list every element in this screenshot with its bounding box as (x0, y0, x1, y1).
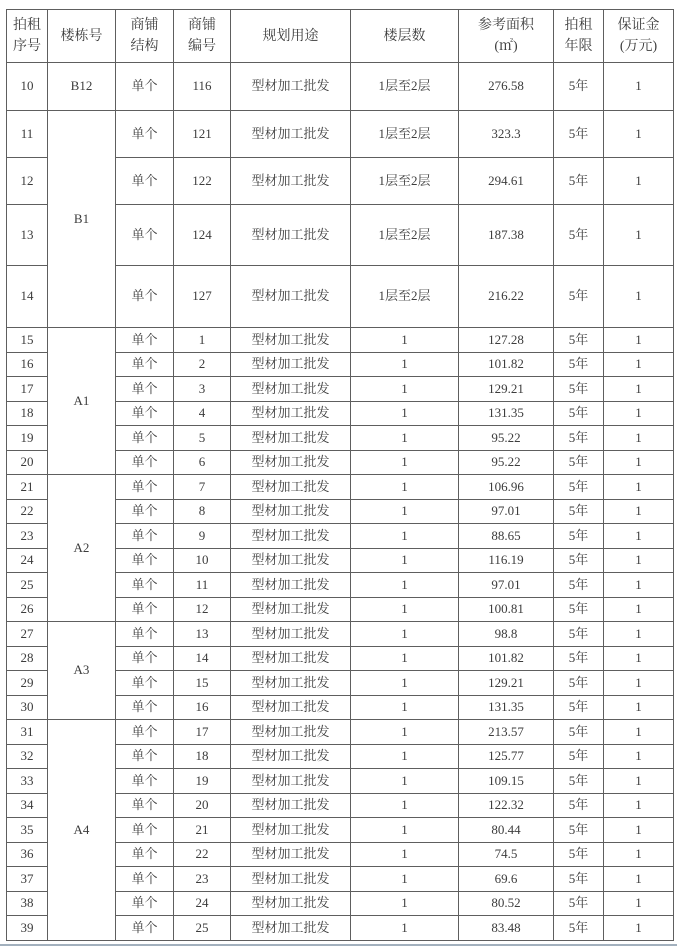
cell-use: 型材加工批发 (231, 695, 351, 720)
cell-term: 5年 (554, 548, 604, 573)
cell-building: A3 (48, 622, 116, 720)
cell-term: 5年 (554, 352, 604, 377)
cell-shop-no: 19 (174, 769, 231, 794)
cell-structure: 单个 (116, 891, 174, 916)
cell-structure: 单个 (116, 328, 174, 353)
cell-floors: 1 (351, 573, 459, 598)
cell-deposit: 1 (604, 793, 674, 818)
cell-structure: 单个 (116, 720, 174, 745)
col-header-seq-line: 拍租 (13, 18, 41, 33)
cell-structure: 单个 (116, 622, 174, 647)
cell-term: 5年 (554, 475, 604, 500)
table-header-row (7, 10, 674, 63)
table-body (7, 63, 674, 941)
cell-area: 216.22 (459, 266, 554, 328)
cell-term: 5年 (554, 63, 604, 111)
cell-use: 型材加工批发 (231, 266, 351, 328)
cell-shop-no: 7 (174, 475, 231, 500)
cell-structure: 单个 (116, 744, 174, 769)
cell-shop-no: 124 (174, 205, 231, 266)
cell-floors: 1 (351, 475, 459, 500)
cell-floors: 1 (351, 622, 459, 647)
cell-shop-no: 17 (174, 720, 231, 745)
cell-floors: 1 (351, 842, 459, 867)
cell-shop-no: 10 (174, 548, 231, 573)
cell-term: 5年 (554, 158, 604, 205)
cell-floors: 1层至2层 (351, 266, 459, 328)
cell-structure: 单个 (116, 842, 174, 867)
cell-structure: 单个 (116, 793, 174, 818)
cell-area: 88.65 (459, 524, 554, 549)
cell-deposit: 1 (604, 499, 674, 524)
cell-building: B12 (48, 63, 116, 111)
cell-structure: 单个 (116, 646, 174, 671)
cell-area: 127.28 (459, 328, 554, 353)
col-header-seq (7, 10, 48, 63)
cell-seq: 20 (7, 450, 48, 475)
cell-floors: 1层至2层 (351, 63, 459, 111)
cell-term: 5年 (554, 205, 604, 266)
cell-deposit: 1 (604, 769, 674, 794)
cell-shop-no: 2 (174, 352, 231, 377)
cell-structure: 单个 (116, 867, 174, 892)
cell-deposit: 1 (604, 891, 674, 916)
cell-seq: 15 (7, 328, 48, 353)
cell-deposit: 1 (604, 744, 674, 769)
cell-floors: 1 (351, 401, 459, 426)
cell-area: 97.01 (459, 573, 554, 598)
cell-deposit: 1 (604, 548, 674, 573)
cell-term: 5年 (554, 646, 604, 671)
col-header-seq-line: 序号 (13, 39, 41, 54)
cell-area: 80.44 (459, 818, 554, 843)
cell-building: A2 (48, 475, 116, 622)
cell-floors: 1 (351, 818, 459, 843)
cell-deposit: 1 (604, 573, 674, 598)
cell-building: A4 (48, 720, 116, 941)
cell-floors: 1 (351, 524, 459, 549)
cell-seq: 32 (7, 744, 48, 769)
cell-deposit: 1 (604, 646, 674, 671)
cell-use: 型材加工批发 (231, 377, 351, 402)
col-header-deposit-line: (万元) (619, 39, 658, 54)
cell-floors: 1 (351, 499, 459, 524)
cell-shop-no: 13 (174, 622, 231, 647)
cell-seq: 12 (7, 158, 48, 205)
col-header-shop-no-line: 商铺 (188, 18, 216, 33)
cell-area: 131.35 (459, 401, 554, 426)
cell-use: 型材加工批发 (231, 328, 351, 353)
cell-area: 69.6 (459, 867, 554, 892)
cell-term: 5年 (554, 499, 604, 524)
col-header-use (231, 10, 351, 63)
cell-seq: 33 (7, 769, 48, 794)
cell-area: 74.5 (459, 842, 554, 867)
cell-seq: 14 (7, 266, 48, 328)
page-bottom-edge (0, 944, 677, 946)
cell-building: A1 (48, 328, 116, 475)
cell-use: 型材加工批发 (231, 426, 351, 451)
cell-shop-no: 16 (174, 695, 231, 720)
cell-shop-no: 24 (174, 891, 231, 916)
cell-area: 294.61 (459, 158, 554, 205)
cell-shop-no: 25 (174, 916, 231, 941)
cell-structure: 单个 (116, 499, 174, 524)
cell-seq: 38 (7, 891, 48, 916)
col-header-shop-no (174, 10, 231, 63)
cell-seq: 16 (7, 352, 48, 377)
cell-area: 98.8 (459, 622, 554, 647)
cell-deposit: 1 (604, 524, 674, 549)
cell-term: 5年 (554, 744, 604, 769)
cell-term: 5年 (554, 573, 604, 598)
col-header-structure-line: 商铺 (130, 18, 159, 33)
cell-seq: 17 (7, 377, 48, 402)
cell-use: 型材加工批发 (231, 842, 351, 867)
cell-term: 5年 (554, 671, 604, 696)
cell-deposit: 1 (604, 111, 674, 158)
col-header-building (48, 10, 116, 63)
cell-structure: 单个 (116, 377, 174, 402)
cell-area: 129.21 (459, 377, 554, 402)
cell-seq: 18 (7, 401, 48, 426)
cell-shop-no: 18 (174, 744, 231, 769)
cell-structure: 单个 (116, 401, 174, 426)
cell-area: 101.82 (459, 646, 554, 671)
cell-deposit: 1 (604, 695, 674, 720)
cell-structure: 单个 (116, 426, 174, 451)
cell-floors: 1 (351, 744, 459, 769)
cell-floors: 1 (351, 916, 459, 941)
cell-use: 型材加工批发 (231, 867, 351, 892)
cell-deposit: 1 (604, 377, 674, 402)
cell-use: 型材加工批发 (231, 891, 351, 916)
cell-term: 5年 (554, 891, 604, 916)
cell-structure: 单个 (116, 695, 174, 720)
cell-structure: 单个 (116, 158, 174, 205)
cell-deposit: 1 (604, 63, 674, 111)
cell-structure: 单个 (116, 548, 174, 573)
cell-use: 型材加工批发 (231, 818, 351, 843)
cell-use: 型材加工批发 (231, 158, 351, 205)
cell-deposit: 1 (604, 916, 674, 941)
cell-seq: 22 (7, 499, 48, 524)
cell-seq: 10 (7, 63, 48, 111)
cell-floors: 1 (351, 769, 459, 794)
cell-floors: 1 (351, 720, 459, 745)
cell-shop-no: 20 (174, 793, 231, 818)
cell-floors: 1层至2层 (351, 158, 459, 205)
cell-floors: 1 (351, 891, 459, 916)
cell-area: 95.22 (459, 450, 554, 475)
cell-use: 型材加工批发 (231, 401, 351, 426)
cell-deposit: 1 (604, 401, 674, 426)
cell-term: 5年 (554, 426, 604, 451)
cell-shop-no: 22 (174, 842, 231, 867)
col-header-use-line: 规划用途 (262, 28, 319, 44)
cell-floors: 1 (351, 597, 459, 622)
cell-structure: 单个 (116, 475, 174, 500)
cell-shop-no: 14 (174, 646, 231, 671)
cell-term: 5年 (554, 842, 604, 867)
cell-shop-no: 116 (174, 63, 231, 111)
cell-use: 型材加工批发 (231, 573, 351, 598)
table-row (7, 475, 674, 500)
cell-shop-no: 8 (174, 499, 231, 524)
cell-shop-no: 11 (174, 573, 231, 598)
cell-seq: 30 (7, 695, 48, 720)
cell-use: 型材加工批发 (231, 793, 351, 818)
cell-shop-no: 122 (174, 158, 231, 205)
table-row (7, 111, 674, 158)
cell-floors: 1 (351, 377, 459, 402)
cell-structure: 单个 (116, 111, 174, 158)
cell-seq: 31 (7, 720, 48, 745)
cell-deposit: 1 (604, 671, 674, 696)
cell-seq: 13 (7, 205, 48, 266)
cell-term: 5年 (554, 450, 604, 475)
cell-area: 109.15 (459, 769, 554, 794)
cell-area: 122.32 (459, 793, 554, 818)
cell-use: 型材加工批发 (231, 352, 351, 377)
cell-deposit: 1 (604, 426, 674, 451)
cell-use: 型材加工批发 (231, 475, 351, 500)
cell-floors: 1 (351, 695, 459, 720)
table-row (7, 622, 674, 647)
table-row (7, 328, 674, 353)
cell-use: 型材加工批发 (231, 646, 351, 671)
cell-use: 型材加工批发 (231, 450, 351, 475)
cell-shop-no: 21 (174, 818, 231, 843)
cell-seq: 36 (7, 842, 48, 867)
cell-area: 116.19 (459, 548, 554, 573)
col-header-deposit-line: 保证金 (617, 18, 660, 33)
cell-term: 5年 (554, 720, 604, 745)
cell-term: 5年 (554, 695, 604, 720)
col-header-structure-line: 结构 (130, 39, 159, 54)
cell-area: 125.77 (459, 744, 554, 769)
cell-floors: 1 (351, 646, 459, 671)
cell-use: 型材加工批发 (231, 744, 351, 769)
cell-seq: 39 (7, 916, 48, 941)
cell-structure: 单个 (116, 818, 174, 843)
cell-term: 5年 (554, 867, 604, 892)
cell-deposit: 1 (604, 205, 674, 266)
cell-area: 213.57 (459, 720, 554, 745)
cell-area: 187.38 (459, 205, 554, 266)
cell-floors: 1 (351, 426, 459, 451)
cell-term: 5年 (554, 769, 604, 794)
cell-deposit: 1 (604, 842, 674, 867)
cell-structure: 单个 (116, 597, 174, 622)
cell-seq: 27 (7, 622, 48, 647)
cell-building: B1 (48, 111, 116, 328)
cell-area: 106.96 (459, 475, 554, 500)
cell-term: 5年 (554, 111, 604, 158)
cell-floors: 1 (351, 867, 459, 892)
header-row (7, 10, 674, 63)
cell-deposit: 1 (604, 158, 674, 205)
cell-term: 5年 (554, 818, 604, 843)
cell-structure: 单个 (116, 205, 174, 266)
cell-structure: 单个 (116, 266, 174, 328)
cell-shop-no: 9 (174, 524, 231, 549)
cell-structure: 单个 (116, 352, 174, 377)
cell-shop-no: 4 (174, 401, 231, 426)
cell-structure: 单个 (116, 671, 174, 696)
cell-area: 131.35 (459, 695, 554, 720)
cell-shop-no: 1 (174, 328, 231, 353)
col-header-term-line: 年限 (564, 39, 593, 54)
cell-use: 型材加工批发 (231, 622, 351, 647)
cell-use: 型材加工批发 (231, 916, 351, 941)
cell-shop-no: 5 (174, 426, 231, 451)
cell-structure: 单个 (116, 916, 174, 941)
cell-shop-no: 3 (174, 377, 231, 402)
col-header-term (554, 10, 604, 63)
col-header-structure (116, 10, 174, 63)
cell-term: 5年 (554, 916, 604, 941)
cell-seq: 19 (7, 426, 48, 451)
cell-shop-no: 127 (174, 266, 231, 328)
cell-seq: 21 (7, 475, 48, 500)
table-row (7, 63, 674, 111)
cell-shop-no: 6 (174, 450, 231, 475)
cell-use: 型材加工批发 (231, 671, 351, 696)
cell-area: 129.21 (459, 671, 554, 696)
cell-floors: 1 (351, 450, 459, 475)
cell-deposit: 1 (604, 818, 674, 843)
cell-shop-no: 15 (174, 671, 231, 696)
cell-term: 5年 (554, 377, 604, 402)
cell-seq: 29 (7, 671, 48, 696)
cell-use: 型材加工批发 (231, 548, 351, 573)
cell-seq: 23 (7, 524, 48, 549)
cell-area: 101.82 (459, 352, 554, 377)
cell-use: 型材加工批发 (231, 597, 351, 622)
cell-structure: 单个 (116, 524, 174, 549)
cell-deposit: 1 (604, 867, 674, 892)
cell-floors: 1 (351, 328, 459, 353)
cell-seq: 24 (7, 548, 48, 573)
cell-structure: 单个 (116, 573, 174, 598)
cell-structure: 单个 (116, 63, 174, 111)
cell-structure: 单个 (116, 769, 174, 794)
cell-term: 5年 (554, 597, 604, 622)
cell-area: 97.01 (459, 499, 554, 524)
cell-use: 型材加工批发 (231, 720, 351, 745)
cell-use: 型材加工批发 (231, 499, 351, 524)
cell-seq: 35 (7, 818, 48, 843)
cell-deposit: 1 (604, 352, 674, 377)
cell-floors: 1 (351, 671, 459, 696)
cell-structure: 单个 (116, 450, 174, 475)
cell-shop-no: 121 (174, 111, 231, 158)
cell-shop-no: 23 (174, 867, 231, 892)
cell-area: 100.81 (459, 597, 554, 622)
cell-floors: 1层至2层 (351, 111, 459, 158)
cell-area: 276.58 (459, 63, 554, 111)
col-header-area-line: (㎡) (494, 39, 518, 54)
cell-use: 型材加工批发 (231, 205, 351, 266)
cell-seq: 11 (7, 111, 48, 158)
cell-area: 83.48 (459, 916, 554, 941)
cell-deposit: 1 (604, 720, 674, 745)
col-header-shop-no-line: 编号 (188, 39, 216, 54)
col-header-floors (351, 10, 459, 63)
cell-seq: 37 (7, 867, 48, 892)
cell-floors: 1 (351, 352, 459, 377)
rental-table (6, 9, 674, 941)
cell-seq: 25 (7, 573, 48, 598)
cell-use: 型材加工批发 (231, 524, 351, 549)
cell-seq: 34 (7, 793, 48, 818)
table-row (7, 720, 674, 745)
cell-seq: 26 (7, 597, 48, 622)
cell-area: 323.3 (459, 111, 554, 158)
col-header-area (459, 10, 554, 63)
col-header-area-line: 参考面积 (478, 18, 534, 33)
cell-area: 80.52 (459, 891, 554, 916)
cell-deposit: 1 (604, 266, 674, 328)
cell-area: 95.22 (459, 426, 554, 451)
cell-term: 5年 (554, 266, 604, 328)
cell-seq: 28 (7, 646, 48, 671)
col-header-floors-line: 楼层数 (383, 28, 426, 44)
cell-term: 5年 (554, 328, 604, 353)
cell-floors: 1层至2层 (351, 205, 459, 266)
cell-deposit: 1 (604, 328, 674, 353)
cell-term: 5年 (554, 793, 604, 818)
cell-term: 5年 (554, 622, 604, 647)
col-header-term-line: 拍租 (564, 18, 593, 33)
cell-shop-no: 12 (174, 597, 231, 622)
cell-term: 5年 (554, 524, 604, 549)
col-header-deposit (604, 10, 674, 63)
cell-use: 型材加工批发 (231, 111, 351, 158)
cell-deposit: 1 (604, 622, 674, 647)
cell-floors: 1 (351, 548, 459, 573)
cell-use: 型材加工批发 (231, 63, 351, 111)
col-header-building-line: 楼栋号 (60, 28, 103, 44)
cell-deposit: 1 (604, 450, 674, 475)
cell-floors: 1 (351, 793, 459, 818)
cell-use: 型材加工批发 (231, 769, 351, 794)
cell-term: 5年 (554, 401, 604, 426)
cell-deposit: 1 (604, 475, 674, 500)
cell-deposit: 1 (604, 597, 674, 622)
